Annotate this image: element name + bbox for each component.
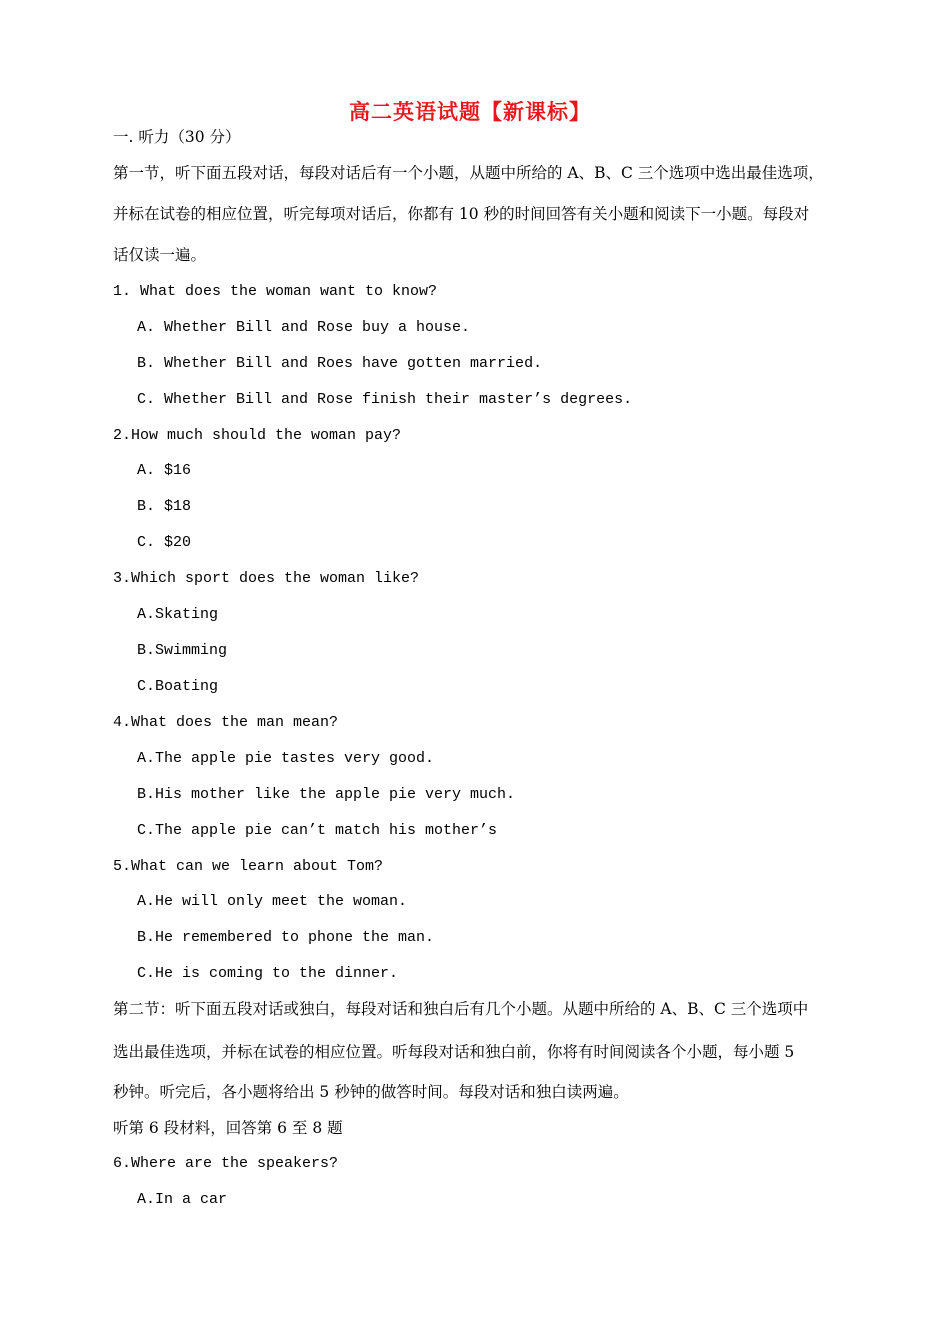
answer-option: A.In a car <box>137 1191 228 1208</box>
question-stem: 3.Which sport does the woman like? <box>113 570 420 587</box>
answer-option: B.Swimming <box>137 642 228 659</box>
instruction-line: 秒钟。听完后，各小题将给出 5 秒钟的做答时间。每段对话和独白读两遍。 <box>113 1083 629 1101</box>
page-title: 高二英语试题【新课标】 <box>349 99 591 124</box>
question-stem: 4.What does the man mean? <box>113 714 339 731</box>
material-heading: 听第 6 段材料，回答第 6 至 8 题 <box>113 1119 343 1137</box>
instruction-line: 并标在试卷的相应位置，听完每项对话后，你都有 10 秒的时间回答有关小题和阅读下一小题。每段对 <box>113 205 810 223</box>
question-stem: 6.Where are the speakers? <box>113 1155 339 1172</box>
answer-option: C. Whether Bill and Rose finish their master’s degrees. <box>137 391 633 408</box>
question-stem: 1. What does the woman want to know? <box>113 283 438 300</box>
section-heading: 一. 听力（30 分） <box>113 128 241 146</box>
instruction-line: 第一节，听下面五段对话，每段对话后有一个小题，从题中所给的 A、B、C 三个选项中选出最佳选项， <box>113 164 824 182</box>
answer-option: C. $20 <box>137 534 192 551</box>
answer-option: A. $16 <box>137 462 192 479</box>
answer-option: C.The apple pie can’t match his mother’s <box>137 822 498 839</box>
answer-option: C.He is coming to the dinner. <box>137 965 399 982</box>
answer-option: B. Whether Bill and Roes have gotten married. <box>137 355 543 372</box>
answer-option: C.Boating <box>137 678 219 695</box>
answer-option: A.He will only meet the woman. <box>137 893 408 910</box>
answer-option: A. Whether Bill and Rose buy a house. <box>137 319 471 336</box>
answer-option: B. $18 <box>137 498 192 515</box>
instruction-line: 第二节：听下面五段对话或独白，每段对话和独白后有几个小题。从题中所给的 A、B、C 三个选项中 <box>113 1000 809 1018</box>
answer-option: A.Skating <box>137 606 219 623</box>
instruction-line: 话仅读一遍。 <box>113 246 207 264</box>
question-stem: 5.What can we learn about Tom? <box>113 858 384 875</box>
answer-option: A.The apple pie tastes very good. <box>137 750 435 767</box>
answer-option: B.He remembered to phone the man. <box>137 929 435 946</box>
question-stem: 2.How much should the woman pay? <box>113 427 402 444</box>
answer-option: B.His mother like the apple pie very much. <box>137 786 516 803</box>
instruction-line: 选出最佳选项，并标在试卷的相应位置。听每段对话和独白前，你将有时间阅读各个小题，每小题 5 <box>113 1043 795 1061</box>
